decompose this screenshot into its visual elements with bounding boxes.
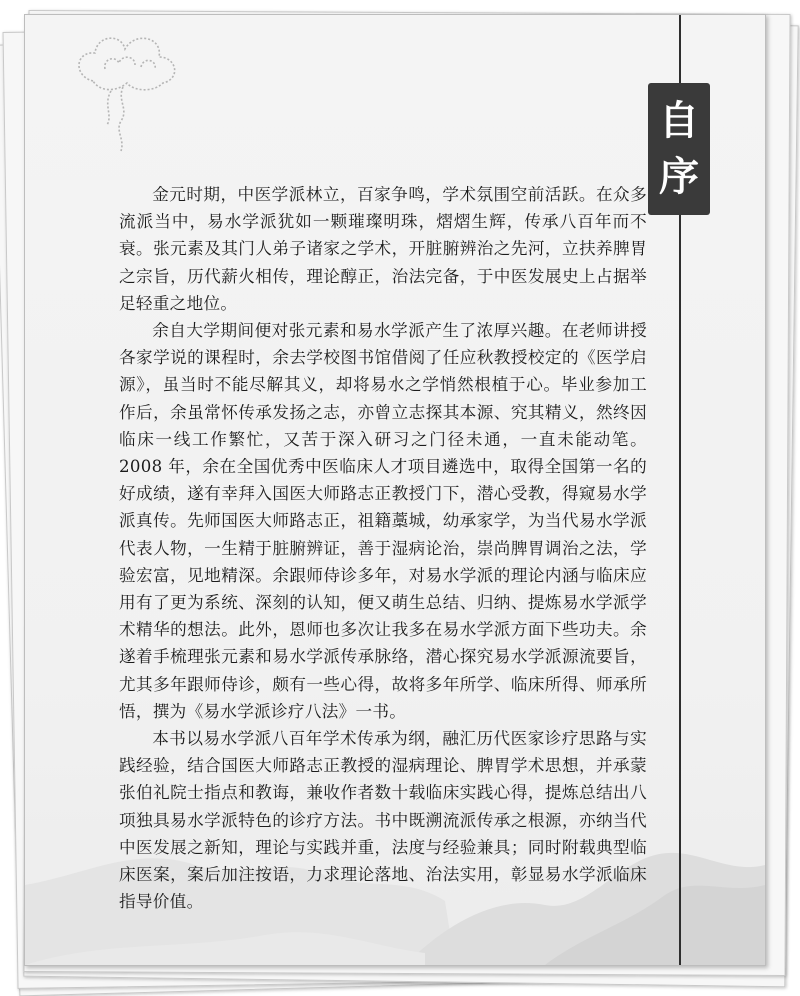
preface-page — [24, 14, 766, 966]
auspicious-cloud-ornament — [63, 21, 193, 161]
preface-body — [119, 181, 647, 915]
paragraph: 金元时期，中医学派林立，百家争鸣，学术氛围空前活跃。在众多流派当中，易水学派犹如一颗璀璨明珠，熠熠生辉，传承八百年而不衰。张元素及其门人弟子诸家之学术，开脏腑辨治之先河，立扶养脾胃之宗旨，历代薪火相传，理论醇正，治法完备，于中医发展史上占据举足轻重之地位。 — [119, 185, 647, 313]
preface-title-block — [648, 83, 710, 215]
paragraph: 余自大学期间便对张元素和易水学派产生了浓厚兴趣。在老师讲授各家学说的课程时，余去学校图书馆借阅了任应秋教授校定的《医学启源》，虽当时不能尽解其义，却将易水之学悄然根植于心。毕业参加工作后，余虽常怀传承发扬之志，亦曾立志探其本源、究其精义，然终因临床一线工作繁忙，又苦于深入研习之门径未通，一直未能动笔。2008 年，余在全国优秀中医临床人才项目遴选中，取得全国第一名的好成绩，遂有幸拜入国医大师路志正教授门下，潜心受教，得窥易水学派真传。先师国医大师路志正，祖籍藁城，幼承家学，为当代易水学派代表人物，一生精于脏腑辨证，善于湿病论治，崇尚脾胃调治之法，学验宏富，见地精深。余跟师侍诊多年，对易水学派的理论内涵与临床应用有了更为系统、深刻的认知，便又萌生总结、归纳、提炼易水学派学术精华的想法。此外，恩师也多次让我多在易水学派方面下些功夫。余遂着手梳理张元素和易水学派传承脉络，潜心探究易水学派源流要旨，尤其多年跟师侍诊，颇有一些心得，故将多年所学、临床所得、师承所悟，撰为《易水学派诊疗八法》一书。 — [119, 321, 647, 721]
paragraph: 本书以易水学派八百年学术传承为纲，融汇历代医家诊疗思路与实践经验，结合国医大师路志正教授的湿病理论、脾胃学术思想，并承蒙张伯礼院士指点和教诲，兼收作者数十载临床实践心得，提炼总结出八项独具易水学派特色的诊疗方法。书中既溯流派传承之根源，亦纳当代中医发展之新知，理论与实践并重，法度与经验兼具；同时附载典型临床医案，案后加注按语，力求理论落地、治法实用，彰显易水学派临床指导价值。 — [119, 729, 647, 912]
title-char: 自 — [659, 98, 699, 144]
title-char: 序 — [659, 154, 699, 200]
